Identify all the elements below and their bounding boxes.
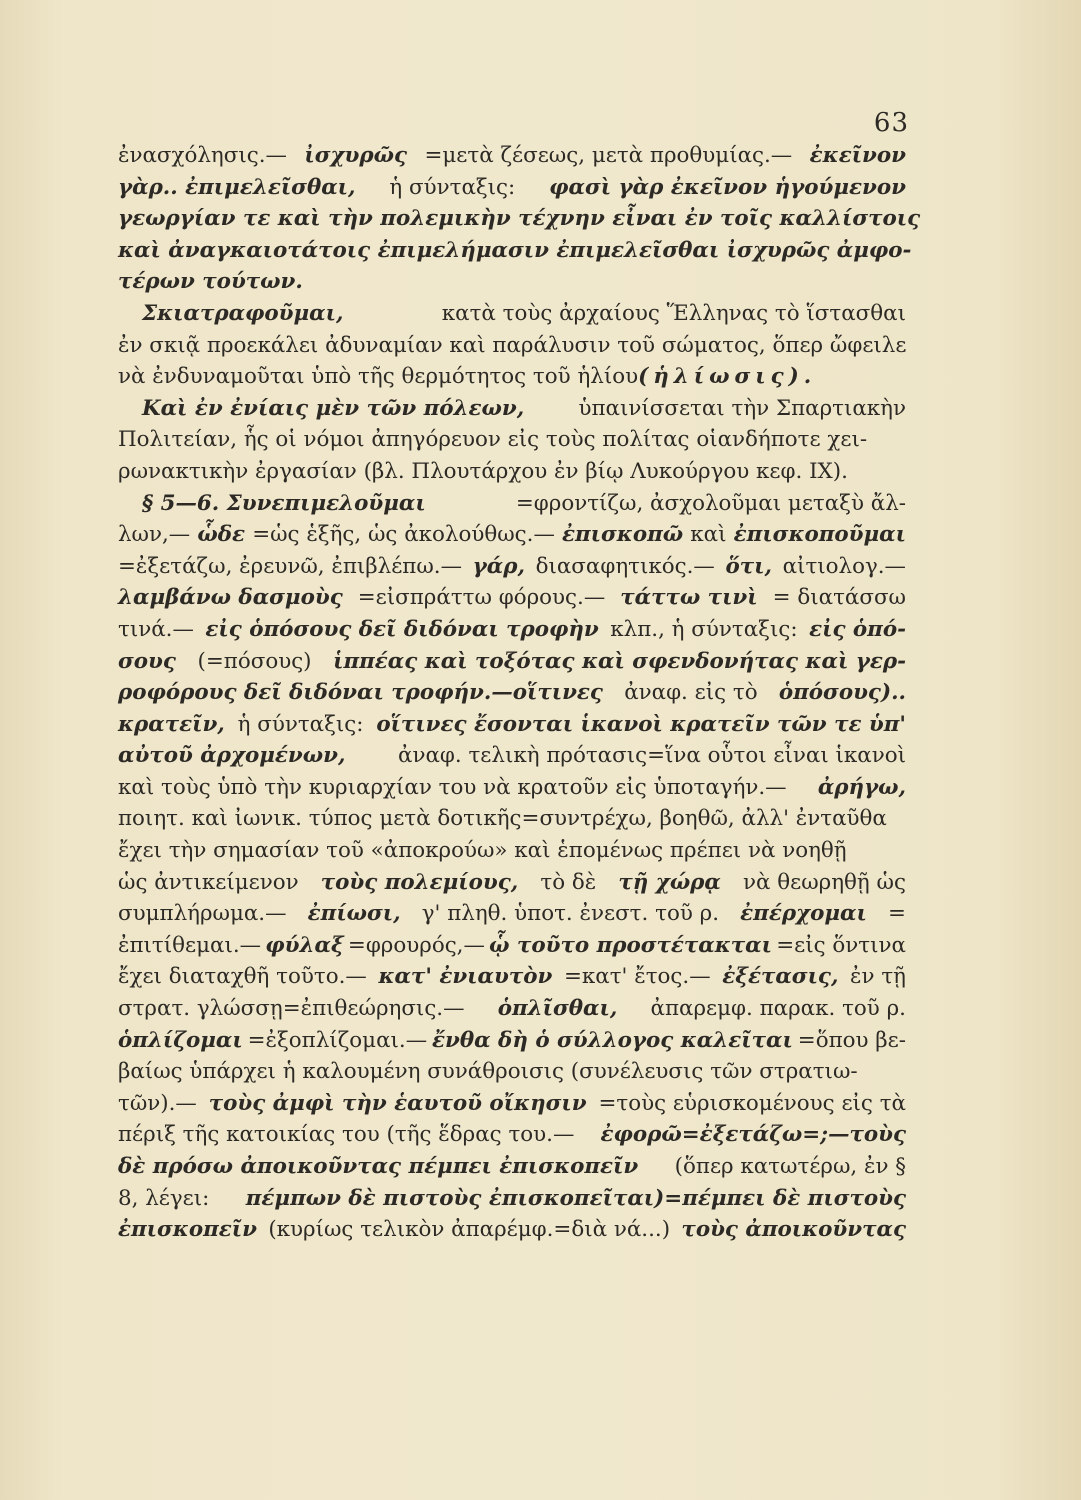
bold-term: Καὶ ἐν ἐνίαις μὲν τῶν πόλεων,: [142, 395, 525, 421]
bold-term: φασὶ γὰρ ἐκεῖνον ἡγούμενον: [549, 174, 906, 200]
bold-term: ὁπλίζομαι: [118, 1027, 243, 1053]
text-line: [118, 1119, 906, 1151]
text-run: =φροντίζω, ἀσχολοῦμαι μεταξὺ ἄλ-: [515, 490, 906, 516]
text-line: [118, 803, 906, 835]
text-run: συμπλήρωμα.—: [118, 901, 287, 927]
text-run: καὶ: [690, 522, 727, 548]
text-run: τὸ δὲ: [540, 869, 597, 895]
text-run: =τοὺς εὑρισκομένους εἰς τὰ: [598, 1090, 906, 1116]
bold-term: ὁπλῖσθαι,: [497, 996, 618, 1022]
text-run: =ὅπου βε-: [797, 1027, 906, 1053]
text-run: =φρουρός,—: [347, 932, 485, 958]
text-line: [118, 930, 906, 962]
bold-term: ἐπισκοπεῖν: [118, 1217, 257, 1243]
bold-term: τοὺς ἀμφὶ τὴν ἑαυτοῦ οἴκησιν: [208, 1090, 587, 1116]
text-line: [118, 1088, 906, 1120]
text-run: Πολιτείαν, ἧς οἱ νόμοι ἀπηγόρευον εἰς τοὺς πολίτας οἱανδήποτε χει-: [118, 427, 868, 453]
text-run: (κυρίως τελικὸν ἀπαρέμφ.=διὰ νά...): [268, 1217, 671, 1243]
text-run: ἐν σκιᾷ προεκάλει ἀδυναμίαν καὶ παράλυσιν τοῦ σώματος, ὅπερ ὤφειλε: [118, 332, 907, 358]
text-run: ποιητ. καὶ ἰωνικ. τύπος μετὰ δοτικῆς=συντρέχω, βοηθῶ, ἀλλ' ἐνταῦθα: [118, 806, 887, 832]
bold-term: γάρ,: [472, 553, 525, 579]
text-run: ἔχει διαταχθῆ τοῦτο.—: [118, 964, 367, 990]
bold-term: λαμβάνω δασμοὺς: [118, 585, 343, 611]
text-run: ρωνακτικὴν ἐργασίαν (βλ. Πλουτάρχου ἐν βίῳ Λυκούργου κεφ. IX).: [118, 458, 848, 484]
text-line: [118, 298, 906, 330]
bold-term: ᾧ τοῦτο προστέτακται: [489, 932, 772, 958]
text-line: [118, 646, 906, 678]
text-line: [118, 961, 906, 993]
bold-term: ἐπίωσι,: [307, 901, 401, 927]
bold-term: ἰσχυρῶς: [304, 143, 408, 168]
text-line: [118, 203, 921, 235]
text-run: ἔχει τὴν σημασίαν τοῦ «ἀποκρούω» καὶ ἑπομένως πρέπει νὰ νοηθῇ: [118, 838, 847, 864]
bold-term: ἐκεῖνον: [809, 143, 906, 168]
bold-term: ροφόρους δεῖ διδόναι τροφήν.—οἵτινες: [118, 680, 603, 706]
text-run: =ἐξετάζω, ἐρευνῶ, ἐπιβλέπω.—: [118, 553, 462, 579]
bold-term: τάττω τινὶ: [620, 585, 758, 611]
text-run: διασαφητικός.—: [535, 553, 715, 579]
bold-term: § 5—6. Συνεπιμελοῦμαι: [142, 490, 426, 516]
text-run: =κατ' ἔτος.—: [563, 964, 711, 990]
bold-term: γὰρ.. ἐπιμελεῖσθαι,: [118, 174, 356, 200]
text-run: λων,—: [118, 522, 191, 548]
commentary-text: [118, 140, 921, 1246]
bold-term: (ἡλίωσις).: [638, 364, 817, 390]
bold-term: οἵτινες ἔσονται ἱκανοὶ κρατεῖν τῶν τε ὑπ': [376, 711, 906, 737]
bold-term: ἱππέας καὶ τοξότας καὶ σφενδονήτας καὶ γερ-: [333, 648, 906, 674]
text-line: [118, 1025, 906, 1057]
text-line: [118, 393, 906, 425]
text-line: [118, 519, 906, 551]
text-run: = διατάσσω: [772, 585, 906, 611]
text-run: βαίως ὑπάρχει ἡ καλουμένη συνάθροισις (συνέλευσις τῶν στρατιω-: [118, 1059, 858, 1085]
text-run: νὰ ἐνδυναμοῦται ὑπὸ τῆς θερμότητος τοῦ ἡλίου: [118, 364, 639, 390]
bold-term: ἀρήγω,: [817, 774, 906, 800]
text-line: [118, 898, 906, 930]
bold-term: δὲ πρόσω ἀποικοῦντας πέμπει ἐπισκοπεῖν: [118, 1154, 639, 1179]
page-number: 63: [873, 108, 909, 138]
text-line: [118, 1056, 906, 1088]
text-line: [118, 772, 906, 804]
text-run: 8, λέγει:: [118, 1185, 210, 1211]
bold-term: τέρων τούτων.: [118, 269, 303, 295]
text-run: κατὰ τοὺς ἀρχαίους Ἕλληνας τὸ ἵστασθαι: [441, 300, 906, 326]
text-run: ἀναφ. τελικὴ πρότασις=ἵνα οὗτοι εἶναι ἱκανοὶ: [398, 743, 906, 769]
bold-term: εἰς ὁπόσους δεῖ διδόναι τροφὴν: [205, 616, 599, 642]
bold-term: ἔνθα δὴ ὁ σύλλογος καλεῖται: [432, 1027, 793, 1053]
bold-term: ἐξέτασις,: [722, 964, 839, 990]
text-line: [118, 582, 906, 614]
text-run: =εἰς ὅντινα: [776, 932, 906, 958]
bold-term: τοὺς πολεμίους,: [320, 869, 519, 895]
text-line: [118, 740, 906, 772]
text-line: [118, 709, 906, 741]
text-run: αἰτιολογ.—: [782, 553, 906, 579]
text-run: =ὡς ἑξῆς, ὡς ἀκολούθως.—: [252, 522, 555, 548]
bold-term: κατ' ἐνιαυτὸν: [378, 964, 553, 990]
text-line: [118, 1214, 906, 1246]
text-run: ἡ σύνταξις:: [237, 711, 364, 737]
bold-term: Σκιατραφοῦμαι,: [142, 300, 344, 326]
text-run: πέριξ τῆς κατοικίας του (τῆς ἕδρας του.—: [118, 1122, 575, 1148]
text-line: [118, 456, 906, 488]
text-line: [118, 330, 906, 362]
text-run: ἐνασχόλησις.—: [118, 143, 287, 168]
text-line: [118, 614, 906, 646]
text-run: ὡς ἀντικείμενον: [118, 869, 299, 895]
bold-term: ὅτι,: [725, 553, 772, 579]
bold-term: αὐτοῦ ἀρχομένων,: [118, 743, 346, 769]
text-line: [118, 867, 906, 899]
text-run: =ἐξοπλίζομαι.—: [247, 1027, 428, 1053]
text-line: [118, 424, 906, 456]
text-run: ἡ σύνταξις:: [389, 174, 516, 200]
text-run: ὑπαινίσσεται τὴν Σπαρτιακὴν: [578, 395, 906, 421]
bold-term: κρατεῖν,: [118, 711, 225, 737]
text-line: [118, 488, 906, 520]
bold-term: ἐφορῶ=ἐξετάζω=;—τοὺς: [600, 1122, 906, 1148]
text-line: [118, 172, 906, 204]
bold-term: σους: [118, 648, 176, 674]
text-run: =: [888, 901, 906, 927]
text-line: [118, 361, 906, 393]
text-run: (=πόσους): [197, 648, 312, 674]
text-run: τῶν).—: [118, 1090, 197, 1116]
bold-term: εἰς ὁπό-: [809, 616, 906, 642]
bold-term: ἐπισκοπῶ: [562, 522, 684, 548]
bold-term: καὶ ἀναγκαιοτάτοις ἐπιμελήμασιν ἐπιμελεῖσθαι ἰσχυρῶς ἀμφο-: [118, 237, 912, 263]
text-line: [118, 835, 906, 867]
text-run: ἀπαρεμφ. παρακ. τοῦ ρ.: [650, 996, 906, 1022]
text-run: ἀναφ. εἰς τὸ: [624, 680, 758, 706]
text-line: [118, 993, 906, 1025]
text-line: [118, 551, 906, 583]
text-line: [118, 1151, 906, 1183]
bold-term: γεωργίαν τε καὶ τὴν πολεμικὴν τέχνην εἶναι ἐν τοῖς καλλίστοις: [118, 206, 921, 232]
text-run: =μετὰ ζέσεως, μετὰ προθυμίας.—: [424, 143, 793, 168]
text-line: [118, 140, 906, 172]
text-run: κλπ., ἡ σύνταξις:: [610, 616, 798, 642]
bold-term: ἐπέρχομαι: [740, 901, 867, 927]
text-line: [118, 266, 906, 298]
bold-term: πέμπων δὲ πιστοὺς ἐπισκοπεῖται)=πέμπει δὲ πιστοὺς: [245, 1185, 906, 1211]
bold-term: τῇ χώρᾳ: [618, 869, 721, 895]
bold-term: τοὺς ἀποικοῦντας: [681, 1217, 906, 1243]
bold-term: ὁπόσους)..: [778, 680, 906, 706]
text-run: τινά.—: [118, 616, 194, 642]
text-run: ἐν τῇ: [850, 964, 906, 990]
bold-term: ἐπισκοποῦμαι: [733, 522, 906, 548]
text-run: =εἰσπράττω φόρους.—: [357, 585, 606, 611]
text-run: (ὅπερ κατωτέρω, ἐν §: [674, 1154, 906, 1179]
text-line: [118, 677, 906, 709]
text-run: ἐπιτίθεμαι.—: [118, 932, 262, 958]
text-run: γ' πληθ. ὑποτ. ἐνεστ. τοῦ ρ.: [421, 901, 719, 927]
text-line: [118, 235, 912, 267]
bold-term: φύλαξ: [265, 932, 344, 958]
text-line: [118, 1183, 906, 1215]
text-run: νὰ θεωρηθῇ ὡς: [743, 869, 906, 895]
text-run: καὶ τοὺς ὑπὸ τὴν κυριαρχίαν του νὰ κρατοῦν εἰς ὑποταγήν.—: [118, 774, 787, 800]
bold-term: ὧδε: [197, 522, 246, 548]
text-run: στρατ. γλώσσῃ=ἐπιθεώρησις.—: [118, 996, 465, 1022]
